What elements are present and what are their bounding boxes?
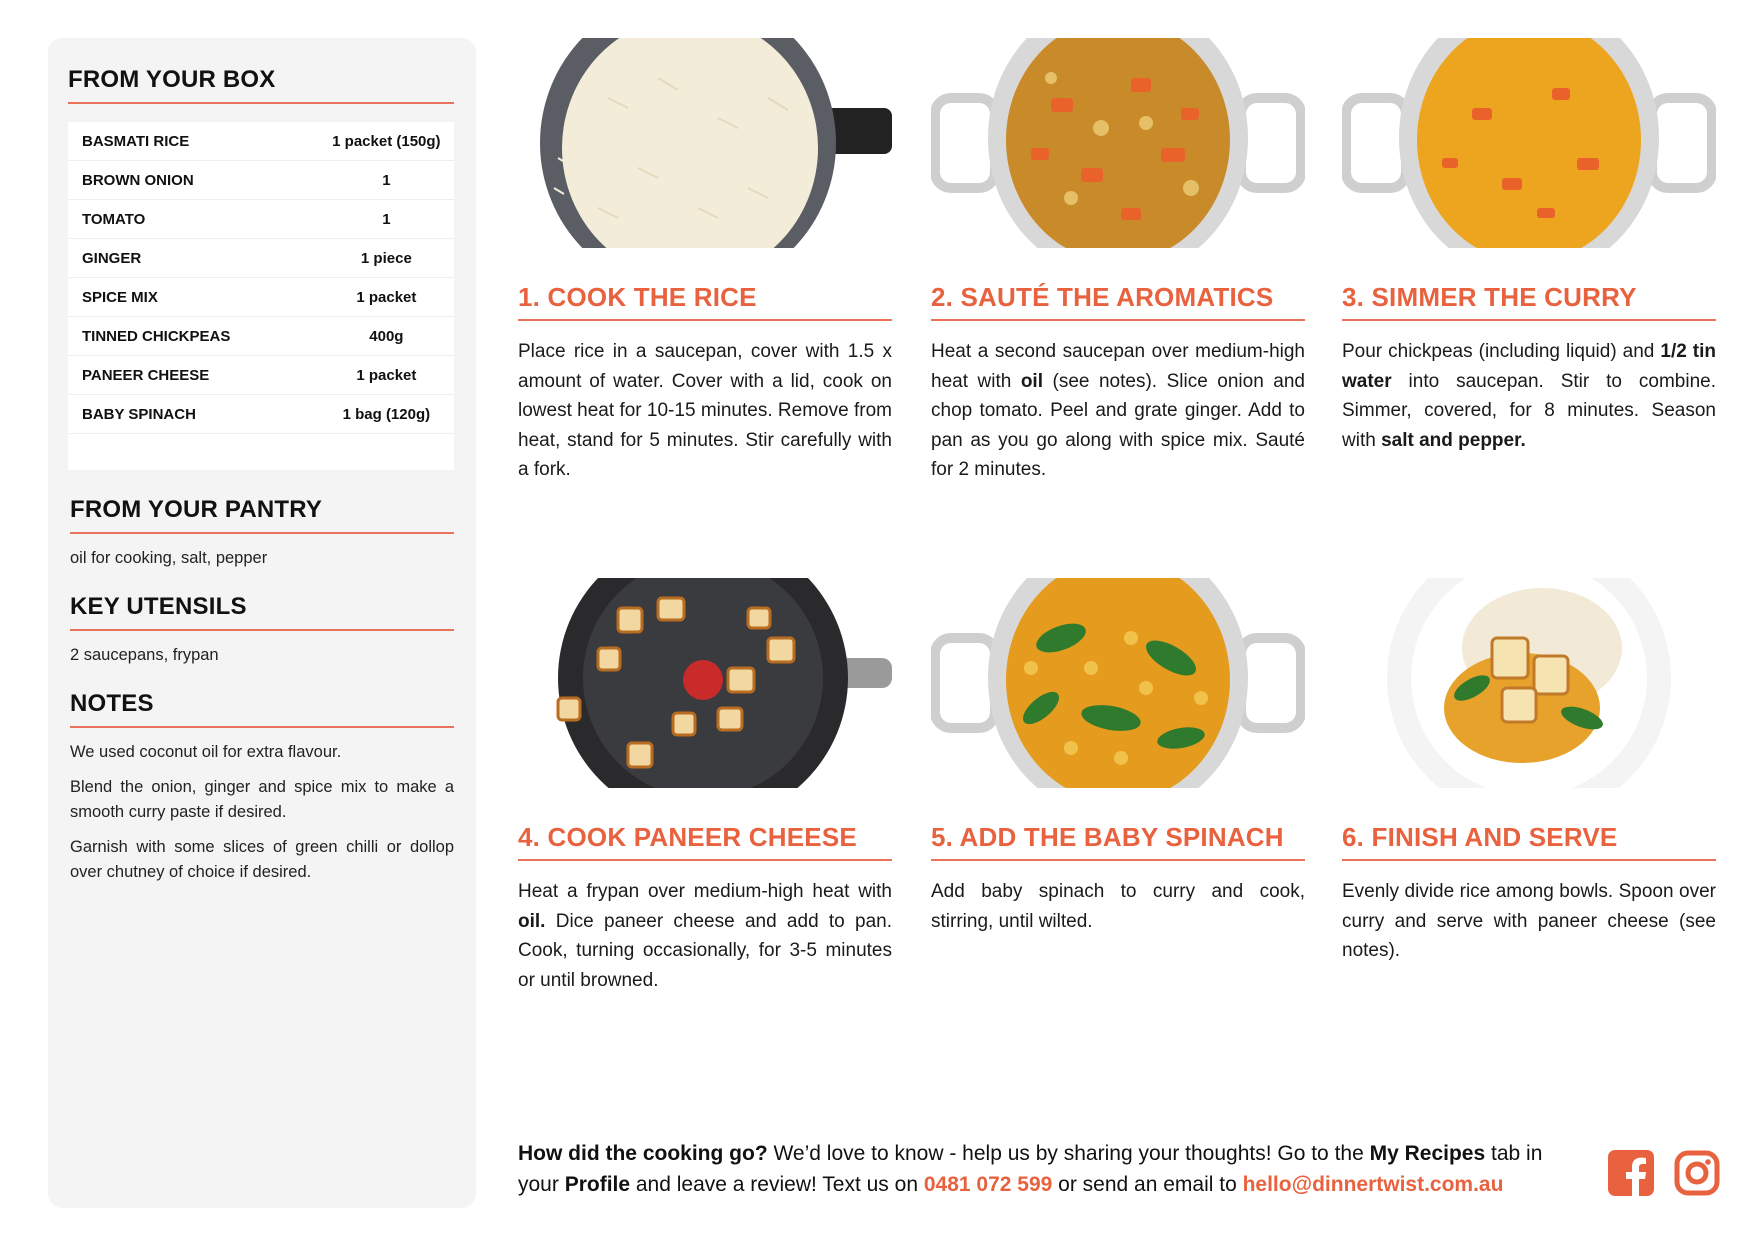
utensils-heading: KEY UTENSILS	[70, 593, 454, 631]
rice-pot-photo	[518, 38, 892, 248]
ingredient-row	[68, 278, 454, 317]
aromatics-saucepan-photo	[931, 38, 1305, 248]
pantry-heading: FROM YOUR PANTRY	[70, 496, 454, 534]
step-4	[518, 578, 892, 995]
step-1	[518, 38, 892, 485]
step-text-run: Heat a frypan over medium-high heat with	[518, 881, 892, 902]
facebook-icon[interactable]	[1608, 1150, 1654, 1196]
ingredient-row	[68, 239, 454, 278]
ingredient-name: BASMATI RICE	[82, 132, 190, 150]
step-text-run: into saucepan. Stir to combine. Simmer, covered, for 8 minutes. Season with	[1342, 370, 1716, 451]
feedback-question: How did the cooking go?	[518, 1142, 768, 1165]
step-5-text	[931, 877, 1305, 936]
ingredient-quantity: 1 packet	[356, 288, 417, 306]
ingredient-quantity: 1 bag (120g)	[342, 405, 431, 423]
notes-section	[70, 690, 454, 885]
step-text-run: Evenly divide rice among bowls. Spoon over curry and serve with paneer cheese (see notes).	[1342, 881, 1716, 961]
feedback-text: or send an email to	[1052, 1173, 1243, 1196]
step-2-title: 2. SAUTÉ THE AROMATICS	[931, 282, 1305, 321]
step-emphasis: 1/2 tin water	[1342, 341, 1717, 392]
step-6	[1342, 578, 1716, 966]
ingredient-name: GINGER	[82, 249, 142, 267]
feedback-text: tab in your	[518, 1142, 1543, 1196]
ingredients-table	[68, 122, 454, 470]
my-recipes-link[interactable]: My Recipes	[1369, 1142, 1486, 1165]
notes-heading: NOTES	[70, 690, 454, 728]
step-6-title: 6. FINISH AND SERVE	[1342, 822, 1716, 861]
email-link[interactable]: hello@dinnertwist.com.au	[1242, 1173, 1504, 1196]
ingredients-sidebar	[48, 38, 476, 1208]
finished-dish-photo	[1342, 578, 1716, 788]
ingredient-name: BABY SPINACH	[82, 405, 196, 423]
step-2	[931, 38, 1305, 485]
ingredient-row	[68, 317, 454, 356]
ingredient-row	[68, 161, 454, 200]
ingredient-quantity: 1	[382, 210, 391, 228]
ingredient-row	[68, 122, 454, 161]
feedback-text: and leave a review! Text us on	[630, 1173, 924, 1196]
step-5	[931, 578, 1305, 936]
from-your-box-heading: FROM YOUR BOX	[68, 66, 454, 104]
ingredient-name: TINNED CHICKPEAS	[82, 327, 231, 345]
ingredient-name: PANEER CHEESE	[82, 366, 210, 384]
step-text-run: Dice paneer cheese and add to pan. Cook, turning occasionally, for 3-5 minutes or until browned.	[518, 910, 892, 991]
note-item: We used coconut oil for extra flavour.	[70, 743, 342, 761]
feedback-footer	[518, 1138, 1578, 1200]
ingredient-name: BROWN ONION	[82, 171, 194, 189]
pantry-section	[70, 496, 454, 571]
step-text-run: Add baby spinach to curry and cook, stirring, until wilted.	[931, 881, 1305, 932]
step-text-run: Place rice in a saucepan, cover with 1.5 x amount of water. Cover with a lid, cook on lowest heat for 10-15 minutes. Remove from heat, stand for 5 minutes. Stir carefully with a fork.	[518, 341, 892, 480]
step-emphasis: oil	[1020, 370, 1043, 392]
feedback-text: We’d love to know - help us by sharing your thoughts! Go to the	[767, 1142, 1370, 1165]
instagram-icon[interactable]	[1674, 1150, 1720, 1196]
step-3	[1342, 38, 1716, 455]
step-4-text	[518, 877, 892, 995]
note-item: Blend the onion, ginger and spice mix to make a smooth curry paste if desired.	[70, 778, 454, 821]
pantry-text: oil for cooking, salt, pepper	[70, 549, 268, 567]
step-emphasis: oil.	[518, 910, 546, 932]
phone-link[interactable]: 0481 072 599	[923, 1173, 1053, 1196]
step-2-text	[931, 337, 1305, 485]
ingredient-quantity: 1 packet	[356, 366, 417, 384]
step-text-run: Heat a second saucepan over medium-high heat with	[931, 341, 1305, 392]
step-4-title: 4. COOK PANEER CHEESE	[518, 822, 892, 861]
ingredient-quantity: 1 packet (150g)	[332, 132, 441, 150]
ingredient-quantity: 1	[382, 171, 391, 189]
step-5-title: 5. ADD THE BABY SPINACH	[931, 822, 1305, 861]
step-1-text	[518, 337, 892, 485]
paneer-frypan-photo	[518, 578, 892, 788]
profile-link[interactable]: Profile	[564, 1173, 631, 1196]
curry-simmer-photo	[1342, 38, 1716, 248]
utensils-text: 2 saucepans, frypan	[70, 646, 219, 664]
ingredient-name: SPICE MIX	[82, 288, 158, 306]
step-text-run: Pour chickpeas (including liquid) and	[1342, 341, 1661, 362]
ingredient-quantity: 400g	[369, 327, 404, 345]
step-3-text	[1342, 337, 1716, 455]
step-3-title: 3. SIMMER THE CURRY	[1342, 282, 1716, 321]
ingredient-row	[68, 356, 454, 395]
spinach-curry-photo	[931, 578, 1305, 788]
utensils-section	[70, 593, 454, 668]
step-6-text	[1342, 877, 1716, 966]
from-your-box-section	[68, 66, 454, 470]
note-item: Garnish with some slices of green chilli or dollop over chutney of choice if desired.	[70, 838, 454, 881]
step-1-title: 1. COOK THE RICE	[518, 282, 892, 321]
ingredient-quantity: 1 piece	[360, 249, 412, 267]
step-emphasis: salt and pepper.	[1381, 429, 1526, 451]
ingredient-name: TOMATO	[82, 210, 146, 228]
step-text-run: (see notes). Slice onion and chop tomato. Peel and grate ginger. Add to pan as you go along with spice mix. Sauté for 2 minutes.	[931, 370, 1306, 480]
ingredient-row	[68, 395, 454, 434]
ingredient-row	[68, 200, 454, 239]
